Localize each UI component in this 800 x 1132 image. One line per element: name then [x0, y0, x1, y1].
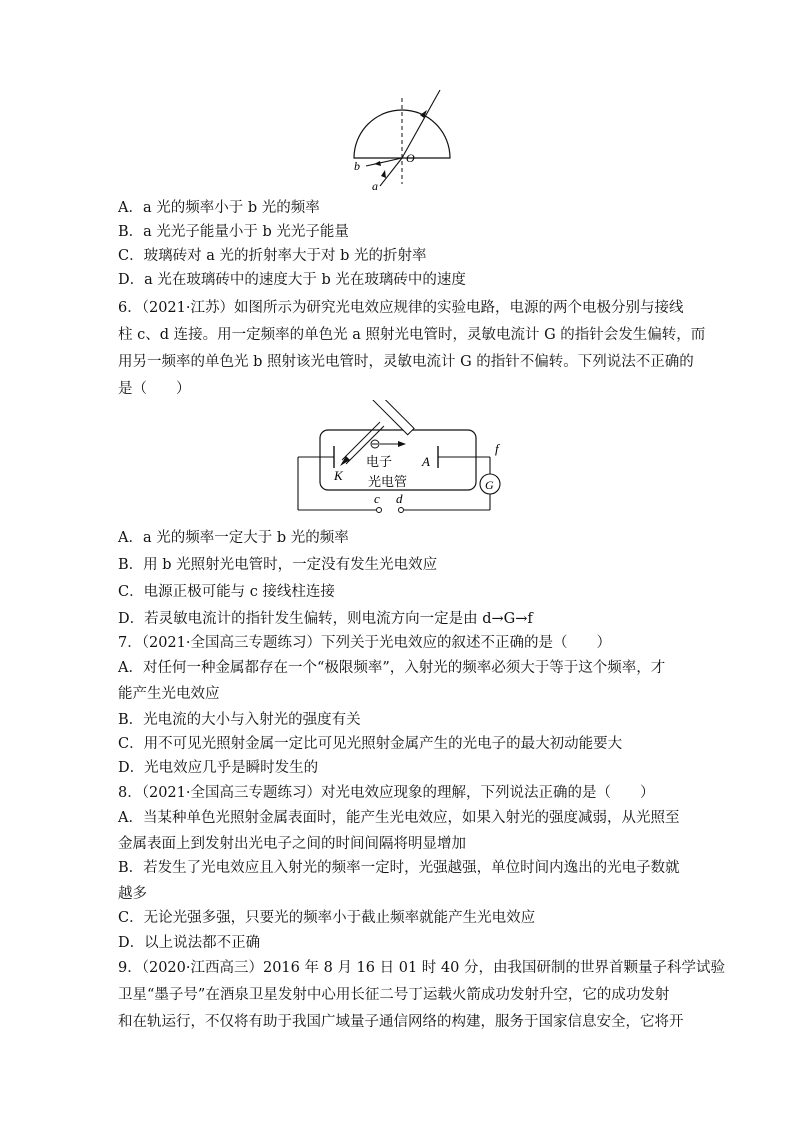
q8-option-line-6: D．以上说法都不正确: [118, 935, 261, 951]
q6-option-d: D．若灵敏电流计的指针发生偏转，则电流方向一定是由 d→G→f: [118, 611, 533, 627]
q5-option-c: C．玻璃砖对 a 光的折射率大于对 b 光的折射率: [118, 248, 427, 264]
q7-option-line-1: A．对任何一种金属都存在一个“极限频率”，入射光的频率必须大于等于这个频率，才: [118, 660, 666, 676]
label-f: f: [495, 441, 499, 456]
q6-option-c: C．电源正极可能与 c 接线柱连接: [118, 584, 335, 600]
figure-semicircle-refraction: [340, 88, 470, 192]
q9-stem-line-3: 和在轨运行，不仅将有助于我国广域量子通信网络的构建，服务于国家信息安全，它将开: [118, 1014, 684, 1030]
label-tube: 光电管: [368, 474, 408, 489]
label-c: c: [374, 491, 380, 506]
q8-option-line-5: C．无论光强多强，只要光的频率小于截止频率就能产生光电效应: [118, 910, 536, 926]
label-G: G: [485, 478, 494, 492]
figure-photoelectric-circuit: [290, 400, 510, 525]
q6-stem-line-2: 柱 c、d 连接。用一定频率的单色光 a 照射光电管时，灵敏电流计 G 的指针会发生偏转，而: [118, 327, 706, 343]
q9-stem-line-2: 卫星“墨子号”在酒泉卫星发射中心用长征二号丁运载火箭成功发射升空，它的成功发射: [118, 987, 670, 1003]
q7-stem: 7．（2021·全国高三专题练习）下列关于光电效应的叙述不正确的是（ ）: [118, 635, 611, 651]
q7-option-line-3: B．光电流的大小与入射光的强度有关: [118, 712, 361, 728]
q6-stem-line-3: 用另一频率的单色光 b 照射该光电管时，灵敏电流计 G 的指针不偏转。下列说法不正确的: [118, 354, 694, 370]
label-A: A: [422, 454, 430, 469]
q5-option-b: B．a 光光子能量小于 b 光光子能量: [118, 224, 349, 240]
q8-option-line-4: 越多: [118, 886, 147, 902]
q5-option-d: D．a 光在玻璃砖中的速度大于 b 光在玻璃砖中的速度: [118, 272, 466, 288]
label-d: d: [396, 491, 403, 506]
q7-option-line-5: D．光电效应几乎是瞬时发生的: [118, 760, 319, 776]
q8-option-line-3: B．若发生了光电效应且入射光的频率一定时，光强越强，单位时间内逸出的光电子数就: [118, 860, 680, 876]
label-O: O: [406, 151, 415, 165]
q6-stem-line-4: 是（ ）: [118, 381, 191, 397]
label-a: a: [372, 179, 378, 192]
q8-option-line-2: 金属表面上到发射出光电子之间的时间间隔将明显增加: [118, 836, 466, 852]
label-electron: 电子: [366, 454, 393, 469]
q8-stem: 8．（2021·全国高三专题练习）对光电效应现象的理解，下列说法正确的是（ ）: [118, 785, 655, 801]
q5-option-a: A．a 光的频率小于 b 光的频率: [118, 200, 320, 216]
q6-option-a: A．a 光的频率一定大于 b 光的频率: [118, 530, 349, 546]
label-b: b: [354, 159, 360, 173]
q7-option-line-2: 能产生光电效应: [118, 686, 220, 702]
q8-option-line-1: A．当某种单色光照射金属表面时，能产生光电效应，如果入射光的强度减弱，从光照至: [118, 810, 680, 826]
q6-stem-line-1: 6．（2021·江苏）如图所示为研究光电效应规律的实验电路，电源的两个电极分别与接线: [118, 300, 684, 316]
label-K: K: [334, 468, 343, 483]
q7-option-line-4: C．用不可见光照射金属一定比可见光照射金属产生的光电子的最大初动能要大: [118, 736, 623, 752]
q9-stem-line-1: 9．（2020·江西高三）2016 年 8 月 16 日 01 时 40 分，由我国研制的世界首颗量子科学试验: [118, 960, 725, 976]
q6-option-b: B．用 b 光照射光电管时，一定没有发生光电效应: [118, 557, 438, 573]
